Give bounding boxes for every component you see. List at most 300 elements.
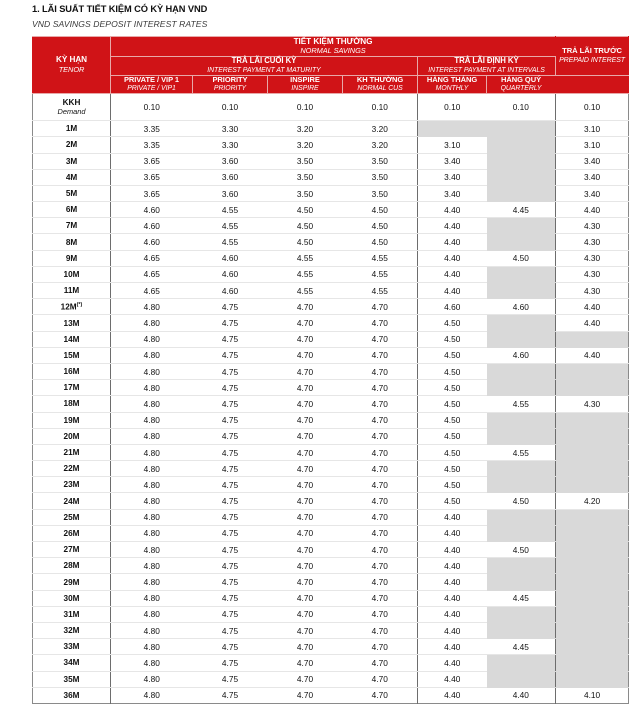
rate-cell-priority: 4.60 <box>193 266 268 282</box>
rate-cell-private-vip1: 4.80 <box>111 525 193 541</box>
table-body <box>33 94 629 704</box>
rate-cell-private-vip1: 3.65 <box>111 185 193 201</box>
rate-cell-private-vip1: 3.65 <box>111 153 193 169</box>
rate-cell-normal-cus: 4.70 <box>343 525 418 541</box>
table-row <box>33 283 629 299</box>
rate-cell-priority: 3.60 <box>193 153 268 169</box>
rate-cell-private-vip1: 4.65 <box>111 250 193 266</box>
table-row <box>33 363 629 379</box>
rate-cell-monthly: 4.40 <box>418 606 487 622</box>
rate-cell-prepaid: 4.30 <box>556 234 629 250</box>
header-prepaid <box>556 36 629 75</box>
rate-cell-priority: 0.10 <box>193 94 268 121</box>
rate-cell-priority: 3.30 <box>193 137 268 153</box>
rate-cell-private-vip1: 4.65 <box>111 283 193 299</box>
tenor-cell: 4M <box>33 169 111 185</box>
rate-cell-quarterly: 0.10 <box>487 94 556 121</box>
tenor-cell: 1M <box>33 121 111 137</box>
tenor-cell: 25M <box>33 509 111 525</box>
rate-cell-normal-cus: 4.70 <box>343 558 418 574</box>
rate-cell-inspire: 4.70 <box>268 590 343 606</box>
rate-cell-prepaid <box>556 574 629 590</box>
rate-cell-inspire: 0.10 <box>268 94 343 121</box>
rate-cell-inspire: 4.50 <box>268 218 343 234</box>
rate-cell-priority: 4.75 <box>193 622 268 638</box>
header-col-private-vip1 <box>111 75 193 94</box>
header-col-normal-cus-vn: KH THƯỜNG <box>356 74 404 84</box>
rate-cell-private-vip1: 4.60 <box>111 202 193 218</box>
rate-cell-monthly: 4.50 <box>418 331 487 347</box>
rate-cell-prepaid: 4.40 <box>556 202 629 218</box>
rate-cell-inspire: 4.70 <box>268 396 343 412</box>
rate-cell-private-vip1: 4.60 <box>111 218 193 234</box>
tenor-cell: 18M <box>33 396 111 412</box>
table-row <box>33 218 629 234</box>
rate-cell-prepaid <box>556 477 629 493</box>
table-row <box>33 671 629 687</box>
rate-cell-private-vip1: 4.60 <box>111 234 193 250</box>
rate-cell-normal-cus: 4.70 <box>343 687 418 703</box>
rate-cell-prepaid <box>556 606 629 622</box>
rate-cell-monthly: 4.40 <box>418 574 487 590</box>
tenor-cell: 16M <box>33 363 111 379</box>
rate-cell-inspire: 4.50 <box>268 202 343 218</box>
header-col-monthly-vn: HÀNG THÁNG <box>426 74 478 84</box>
table-row <box>33 525 629 541</box>
rate-cell-quarterly: 4.60 <box>487 347 556 363</box>
rate-cell-quarterly: 4.50 <box>487 542 556 558</box>
rate-cell-prepaid: 4.30 <box>556 266 629 282</box>
rate-cell-prepaid: 4.40 <box>556 315 629 331</box>
rate-cell-inspire: 4.70 <box>268 299 343 315</box>
tenor-cell: 22M <box>33 461 111 477</box>
rate-cell-quarterly: 4.40 <box>487 687 556 703</box>
rate-cell-priority: 4.75 <box>193 428 268 444</box>
rate-cell-private-vip1: 4.65 <box>111 266 193 282</box>
rate-cell-prepaid: 4.20 <box>556 493 629 509</box>
header-col-monthly <box>418 75 487 94</box>
rate-cell-priority: 4.75 <box>193 525 268 541</box>
tenor-cell: 15M <box>33 347 111 363</box>
header-col-normal-cus-en: NORMAL CUS <box>357 85 403 93</box>
rate-cell-prepaid <box>556 412 629 428</box>
header-prepaid-en: PREPAID INTEREST <box>559 56 626 64</box>
tenor-cell: 21M <box>33 444 111 460</box>
rate-cell-normal-cus: 3.50 <box>343 185 418 201</box>
tenor-cell: 2M <box>33 137 111 153</box>
rate-cell-private-vip1: 4.80 <box>111 428 193 444</box>
rate-cell-private-vip1: 4.80 <box>111 493 193 509</box>
rate-cell-inspire: 4.70 <box>268 574 343 590</box>
rate-cell-monthly: 4.40 <box>418 590 487 606</box>
tenor-cell: 28M <box>33 558 111 574</box>
rate-cell-private-vip1: 4.80 <box>111 396 193 412</box>
rate-cell-priority: 4.55 <box>193 234 268 250</box>
rate-cell-inspire: 4.70 <box>268 542 343 558</box>
rate-cell-inspire: 4.70 <box>268 428 343 444</box>
tenor-cell: 26M <box>33 525 111 541</box>
table-row <box>33 461 629 477</box>
rate-cell-monthly: 4.40 <box>418 218 487 234</box>
rate-cell-prepaid: 4.40 <box>556 299 629 315</box>
rate-cell-normal-cus: 4.70 <box>343 509 418 525</box>
rate-cell-prepaid <box>556 639 629 655</box>
table-row <box>33 590 629 606</box>
rate-cell-monthly: 4.40 <box>418 622 487 638</box>
rate-cell-prepaid <box>556 509 629 525</box>
rate-cell-prepaid: 0.10 <box>556 94 629 121</box>
rate-cell-normal-cus: 4.50 <box>343 234 418 250</box>
rate-cell-quarterly: 4.45 <box>487 590 556 606</box>
rate-cell-monthly: 4.40 <box>418 671 487 687</box>
rate-cell-quarterly <box>487 606 556 622</box>
rate-cell-quarterly <box>487 428 556 444</box>
header-normal-savings-en: NORMAL SAVINGS <box>300 46 366 56</box>
rate-cell-prepaid: 4.30 <box>556 250 629 266</box>
tenor-cell: 20M <box>33 428 111 444</box>
rate-cell-private-vip1: 4.80 <box>111 315 193 331</box>
rate-cell-quarterly <box>487 283 556 299</box>
header-tenor-en: TENOR <box>58 65 85 75</box>
tenor-cell-en: Demand <box>57 107 86 117</box>
tenor-cell: 12M(*) <box>33 299 111 315</box>
rate-cell-priority: 4.75 <box>193 477 268 493</box>
rate-cell-normal-cus: 4.70 <box>343 331 418 347</box>
table-row <box>33 574 629 590</box>
rate-cell-quarterly: 4.60 <box>487 299 556 315</box>
rate-cell-inspire: 4.70 <box>268 380 343 396</box>
table-row <box>33 266 629 282</box>
rate-cell-normal-cus: 4.50 <box>343 202 418 218</box>
rate-cell-inspire: 4.70 <box>268 493 343 509</box>
rate-cell-priority: 3.60 <box>193 185 268 201</box>
table-row <box>33 444 629 460</box>
rate-cell-monthly: 0.10 <box>418 94 487 121</box>
rate-cell-inspire: 3.20 <box>268 121 343 137</box>
rate-cell-monthly: 3.40 <box>418 153 487 169</box>
table-row <box>33 428 629 444</box>
rate-cell-normal-cus: 4.70 <box>343 315 418 331</box>
rate-cell-priority: 4.75 <box>193 363 268 379</box>
table-row <box>33 315 629 331</box>
rate-cell-prepaid <box>556 542 629 558</box>
header-prepaid-vn: TRẢ LÃI TRƯỚC <box>562 45 622 55</box>
rate-cell-inspire: 3.50 <box>268 185 343 201</box>
rate-cell-private-vip1: 4.80 <box>111 412 193 428</box>
rate-cell-normal-cus: 4.70 <box>343 412 418 428</box>
rate-cell-monthly: 4.50 <box>418 396 487 412</box>
table-row <box>33 250 629 266</box>
table-row <box>33 380 629 396</box>
header-col-quarterly-vn: HÀNG QUÝ <box>501 74 542 84</box>
rate-cell-monthly: 4.50 <box>418 477 487 493</box>
rate-cell-inspire: 4.50 <box>268 234 343 250</box>
rate-cell-priority: 4.75 <box>193 590 268 606</box>
tenor-cell: 23M <box>33 477 111 493</box>
rate-cell-private-vip1: 4.80 <box>111 331 193 347</box>
rate-cell-monthly: 4.40 <box>418 687 487 703</box>
table-row <box>33 299 629 315</box>
rate-cell-monthly: 4.50 <box>418 380 487 396</box>
table-row <box>33 493 629 509</box>
rate-cell-quarterly <box>487 574 556 590</box>
rate-cell-prepaid: 4.40 <box>556 347 629 363</box>
table-row <box>33 477 629 493</box>
tenor-cell: 14M <box>33 331 111 347</box>
table-row <box>33 606 629 622</box>
rate-cell-normal-cus: 4.70 <box>343 639 418 655</box>
rate-cell-inspire: 4.70 <box>268 655 343 671</box>
tenor-cell: 8M <box>33 234 111 250</box>
header-col-quarterly-en: QUARTERLY <box>500 85 542 93</box>
table-row <box>33 509 629 525</box>
rate-cell-normal-cus: 4.70 <box>343 461 418 477</box>
rate-cell-priority: 4.75 <box>193 347 268 363</box>
rate-cell-normal-cus: 4.70 <box>343 671 418 687</box>
rate-cell-quarterly <box>487 266 556 282</box>
rate-cell-monthly: 4.40 <box>418 639 487 655</box>
table-row <box>33 121 629 137</box>
rate-cell-normal-cus: 4.50 <box>343 218 418 234</box>
rate-cell-monthly: 4.40 <box>418 558 487 574</box>
rate-cell-quarterly <box>487 412 556 428</box>
rate-cell-private-vip1: 4.80 <box>111 542 193 558</box>
rate-cell-prepaid <box>556 590 629 606</box>
rate-cell-inspire: 3.20 <box>268 137 343 153</box>
header-col-priority-en: PRIORITY <box>213 85 247 93</box>
rate-cell-monthly: 4.40 <box>418 655 487 671</box>
rate-cell-monthly: 3.10 <box>418 137 487 153</box>
rate-cell-normal-cus: 3.50 <box>343 169 418 185</box>
rate-cell-quarterly <box>487 461 556 477</box>
tenor-cell: 34M <box>33 655 111 671</box>
rate-cell-quarterly: 4.45 <box>487 639 556 655</box>
table-header <box>33 36 629 93</box>
rate-cell-priority: 4.75 <box>193 380 268 396</box>
interest-rate-table <box>32 36 629 704</box>
rate-cell-monthly: 4.40 <box>418 266 487 282</box>
rate-cell-normal-cus: 4.70 <box>343 590 418 606</box>
rate-cell-normal-cus: 4.70 <box>343 380 418 396</box>
table-row <box>33 639 629 655</box>
tenor-cell: KKH Demand <box>33 94 111 121</box>
rate-cell-priority: 4.75 <box>193 558 268 574</box>
rate-cell-normal-cus: 4.70 <box>343 493 418 509</box>
rate-cell-private-vip1: 4.80 <box>111 363 193 379</box>
rate-cell-quarterly <box>487 153 556 169</box>
rate-cell-prepaid: 4.30 <box>556 218 629 234</box>
rate-cell-normal-cus: 3.20 <box>343 121 418 137</box>
rate-cell-normal-cus: 4.70 <box>343 428 418 444</box>
rate-cell-quarterly <box>487 622 556 638</box>
rate-cell-monthly: 4.50 <box>418 347 487 363</box>
rate-cell-prepaid <box>556 655 629 671</box>
rate-cell-monthly: 4.40 <box>418 202 487 218</box>
rate-cell-priority: 4.75 <box>193 606 268 622</box>
rate-cell-monthly: 4.60 <box>418 299 487 315</box>
rate-cell-private-vip1: 4.80 <box>111 509 193 525</box>
rate-cell-prepaid <box>556 444 629 460</box>
table-row <box>33 137 629 153</box>
rate-cell-monthly: 3.40 <box>418 185 487 201</box>
rate-cell-prepaid: 3.40 <box>556 169 629 185</box>
rate-cell-quarterly: 4.55 <box>487 444 556 460</box>
header-col-priority-vn: PRIORITY <box>212 74 248 84</box>
page-title: 1. LÃI SUẤT TIẾT KIỆM CÓ KỲ HẠN VND <box>32 4 208 14</box>
rate-cell-inspire: 3.50 <box>268 153 343 169</box>
rate-cell-private-vip1: 4.80 <box>111 444 193 460</box>
rate-cell-inspire: 4.70 <box>268 622 343 638</box>
rate-cell-prepaid <box>556 331 629 347</box>
rate-cell-priority: 4.75 <box>193 315 268 331</box>
tenor-cell: 17M <box>33 380 111 396</box>
rate-cell-private-vip1: 4.80 <box>111 477 193 493</box>
rate-cell-inspire: 4.70 <box>268 461 343 477</box>
tenor-cell: 7M <box>33 218 111 234</box>
rate-cell-monthly: 4.50 <box>418 315 487 331</box>
rate-cell-prepaid: 4.30 <box>556 283 629 299</box>
table-row <box>33 94 629 121</box>
rate-cell-priority: 4.75 <box>193 687 268 703</box>
header-at-intervals-vn: TRẢ LÃI ĐỊNH KỲ <box>454 55 519 65</box>
rate-cell-normal-cus: 0.10 <box>343 94 418 121</box>
rate-cell-prepaid <box>556 671 629 687</box>
rate-cell-prepaid <box>556 461 629 477</box>
rate-cell-priority: 4.75 <box>193 509 268 525</box>
rate-cell-monthly: 4.40 <box>418 525 487 541</box>
rate-cell-normal-cus: 4.70 <box>343 542 418 558</box>
rate-cell-private-vip1: 4.80 <box>111 574 193 590</box>
tenor-note: (*) <box>76 301 83 308</box>
rate-cell-prepaid <box>556 622 629 638</box>
tenor-cell: 36M <box>33 687 111 703</box>
rate-cell-private-vip1: 4.80 <box>111 558 193 574</box>
rate-cell-monthly: 4.50 <box>418 493 487 509</box>
tenor-cell: 6M <box>33 202 111 218</box>
header-col-quarterly <box>487 75 556 94</box>
rate-cell-inspire: 4.70 <box>268 363 343 379</box>
rate-cell-quarterly: 4.55 <box>487 396 556 412</box>
tenor-cell: 33M <box>33 639 111 655</box>
tenor-cell: 19M <box>33 412 111 428</box>
rate-cell-normal-cus: 4.70 <box>343 299 418 315</box>
rate-cell-quarterly <box>487 380 556 396</box>
rate-cell-quarterly: 4.50 <box>487 250 556 266</box>
rate-cell-normal-cus: 4.55 <box>343 266 418 282</box>
rate-cell-private-vip1: 4.80 <box>111 622 193 638</box>
rate-cell-monthly: 4.50 <box>418 444 487 460</box>
header-tenor <box>33 36 111 93</box>
rate-cell-prepaid <box>556 525 629 541</box>
rate-cell-private-vip1: 4.80 <box>111 655 193 671</box>
rate-cell-monthly: 4.40 <box>418 542 487 558</box>
table-row <box>33 655 629 671</box>
rate-cell-normal-cus: 4.70 <box>343 396 418 412</box>
rate-cell-priority: 4.75 <box>193 299 268 315</box>
rate-cell-priority: 4.75 <box>193 542 268 558</box>
rate-cell-normal-cus: 3.50 <box>343 153 418 169</box>
table-row <box>33 412 629 428</box>
table-row <box>33 331 629 347</box>
rate-cell-quarterly <box>487 477 556 493</box>
tenor-cell: 9M <box>33 250 111 266</box>
rate-cell-quarterly <box>487 671 556 687</box>
table-row <box>33 202 629 218</box>
table-row <box>33 153 629 169</box>
rate-cell-monthly <box>418 121 487 137</box>
rate-cell-inspire: 4.70 <box>268 331 343 347</box>
rate-cell-priority: 4.75 <box>193 412 268 428</box>
header-col-priority <box>193 75 268 94</box>
rate-cell-private-vip1: 3.65 <box>111 169 193 185</box>
table-row <box>33 687 629 703</box>
header-col-private-vip1-en: PRIVATE / VIP1 <box>127 85 176 93</box>
tenor-cell: 30M <box>33 590 111 606</box>
rate-cell-prepaid: 3.40 <box>556 153 629 169</box>
header-tenor-vn: KỲ HẠN <box>55 55 88 64</box>
rate-cell-prepaid <box>556 363 629 379</box>
rate-cell-quarterly <box>487 331 556 347</box>
table-row <box>33 347 629 363</box>
rate-cell-private-vip1: 4.80 <box>111 461 193 477</box>
page-subtitle: VND SAVINGS DEPOSIT INTEREST RATES <box>32 18 208 29</box>
rate-cell-private-vip1: 3.35 <box>111 137 193 153</box>
header-col-monthly-en: MONTHLY <box>435 85 469 93</box>
rate-cell-inspire: 4.70 <box>268 687 343 703</box>
rate-cell-monthly: 3.40 <box>418 169 487 185</box>
rate-cell-priority: 4.75 <box>193 444 268 460</box>
rate-cell-quarterly <box>487 137 556 153</box>
header-normal-savings-vn: TIẾT KIỆM THƯỜNG <box>293 36 373 46</box>
rate-cell-private-vip1: 4.80 <box>111 606 193 622</box>
rate-cell-private-vip1: 4.80 <box>111 299 193 315</box>
rate-cell-prepaid <box>556 380 629 396</box>
rate-cell-normal-cus: 4.70 <box>343 444 418 460</box>
tenor-cell: 29M <box>33 574 111 590</box>
rate-cell-quarterly <box>487 655 556 671</box>
rate-cell-normal-cus: 4.70 <box>343 622 418 638</box>
rate-cell-inspire: 4.70 <box>268 315 343 331</box>
rate-cell-prepaid <box>556 558 629 574</box>
rate-cell-normal-cus: 4.70 <box>343 655 418 671</box>
rate-cell-normal-cus: 4.70 <box>343 477 418 493</box>
rate-cell-monthly: 4.50 <box>418 428 487 444</box>
tenor-cell: 3M <box>33 153 111 169</box>
header-col-inspire-vn: INSPIRE <box>290 74 320 84</box>
rate-cell-prepaid: 4.10 <box>556 687 629 703</box>
rate-cell-priority: 4.75 <box>193 461 268 477</box>
table-row <box>33 169 629 185</box>
rate-cell-normal-cus: 4.55 <box>343 250 418 266</box>
rate-cell-priority: 4.60 <box>193 250 268 266</box>
header-at-maturity <box>111 56 418 75</box>
rate-cell-quarterly <box>487 315 556 331</box>
rate-cell-monthly: 4.40 <box>418 234 487 250</box>
rate-cell-monthly: 4.50 <box>418 461 487 477</box>
table-row <box>33 542 629 558</box>
rate-cell-inspire: 3.50 <box>268 169 343 185</box>
tenor-cell: 31M <box>33 606 111 622</box>
rate-cell-inspire: 4.70 <box>268 639 343 655</box>
rate-cell-inspire: 4.70 <box>268 671 343 687</box>
rate-cell-normal-cus: 4.70 <box>343 606 418 622</box>
rate-cell-prepaid <box>556 428 629 444</box>
rate-cell-inspire: 4.70 <box>268 444 343 460</box>
rate-cell-quarterly <box>487 218 556 234</box>
header-normal-savings <box>111 36 556 56</box>
rate-cell-inspire: 4.70 <box>268 525 343 541</box>
rate-cell-private-vip1: 4.80 <box>111 687 193 703</box>
